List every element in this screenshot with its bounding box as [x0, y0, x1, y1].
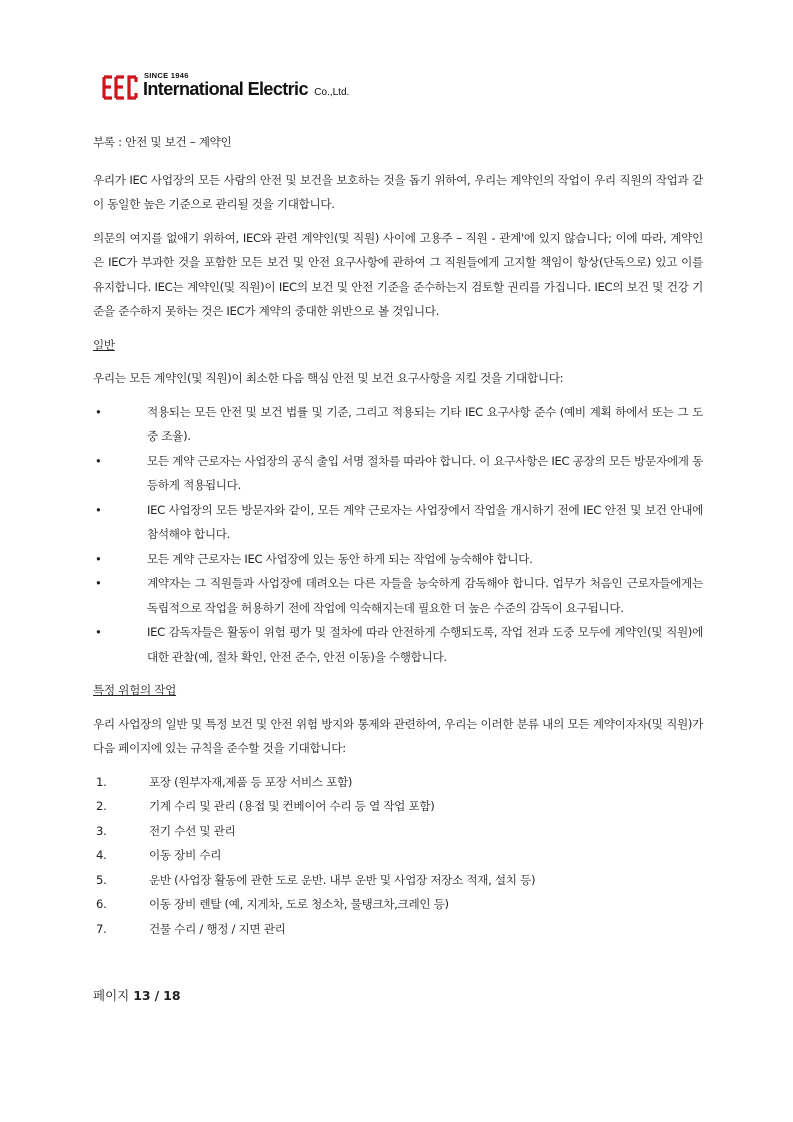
current-page: 13 — [133, 988, 151, 1003]
page-separator: / — [154, 988, 160, 1003]
general-intro: 우리는 모든 계약인(및 직원)이 최소한 다음 핵심 안전 및 보건 요구사항을 지킬 것을 기대합니다: — [93, 371, 564, 385]
list-item — [93, 620, 703, 669]
list-item-text: 적용되는 모든 안전 및 보건 법률 및 기준, 그리고 적용되는 기타 IEC 요구사항 준수 (예비 계획 하에서 또는 그 도중 조율). — [147, 404, 703, 443]
numbered-item — [93, 892, 703, 917]
total-pages: 18 — [163, 988, 181, 1003]
item-number: 4. — [96, 848, 107, 862]
item-number: 6. — [96, 897, 107, 911]
hazard-heading: 특정 위험의 작업 — [93, 683, 177, 697]
numbered-item — [93, 770, 703, 795]
item-text: 기계 수리 및 관리 (용접 및 컨베이어 수리 등 열 작업 포함) — [149, 799, 435, 813]
list-item-text: 모든 계약 근로자는 IEC 사업장에 있는 동안 하게 되는 작업에 능숙해야 합니다. — [147, 551, 533, 566]
item-text: 이동 장비 렌탈 (예, 지게차, 도로 청소차, 물탱크차,크레인 등) — [149, 897, 449, 911]
company-name-text: International Electric — [143, 79, 308, 99]
numbered-item — [93, 819, 703, 844]
numbered-item — [93, 794, 703, 819]
company-suffix: Co.,Ltd. — [314, 87, 350, 98]
since-label: SINCE 1946 — [144, 71, 189, 80]
hazard-work-list — [93, 770, 703, 942]
item-text: 운반 (사업장 활동에 관한 도로 운반. 내부 운반 및 사업장 저장소 적재, 설치 등) — [149, 872, 536, 887]
item-number: 5. — [96, 872, 107, 887]
numbered-item — [93, 843, 703, 868]
list-item — [93, 498, 703, 547]
item-text: 건물 수리 / 행정 / 지면 관리 — [149, 921, 286, 936]
list-item — [93, 400, 703, 449]
bullet-icon: • — [95, 625, 102, 639]
general-heading: 일반 — [93, 337, 115, 352]
list-item-text: 계약자는 그 직원들과 사업장에 데려오는 다른 자들을 능숙하게 감독해야 합니다. 업무가 처음인 근로자들에게는 독립적으로 작업을 허용하기 전에 작업에 익숙해지는데 필요한 더 높은 수준의 감독이 요구됩니다. — [147, 576, 703, 615]
bullet-icon: • — [95, 551, 102, 566]
company-logo — [102, 71, 350, 105]
iec-logo-mark-icon — [102, 73, 140, 101]
company-name — [143, 79, 349, 100]
item-number: 1. — [96, 774, 107, 789]
numbered-item — [93, 868, 703, 893]
hazard-intro: 우리 사업장의 일반 및 특정 보건 및 안전 위험 방지와 통제와 관련하여, 우리는 이러한 분류 내의 모든 계약이자자(및 직원)가 다음 페이지에 있는 규칙을 준수할 것을 기대합니다: — [93, 716, 703, 755]
list-item-text: IEC 사업장의 모든 방문자와 같이, 모든 계약 근로자는 사업장에서 작업을 개시하기 전에 IEC 안전 및 보건 안내에 참석해야 합니다. — [147, 502, 703, 541]
bullet-icon: • — [95, 502, 102, 517]
page-label: 페이지 — [93, 988, 130, 1003]
list-item — [93, 449, 703, 498]
numbered-item — [93, 917, 703, 942]
list-item-text: IEC 감독자들은 활동이 위험 평가 및 절차에 따라 안전하게 수행되도록, 작업 전과 도중 모두에 계약인(및 직원)에 대한 관찰(예, 절차 확인, 안전 준수, 안전 이동)을 수행합니다. — [147, 625, 703, 664]
intro-paragraph: 의문의 여지를 없애기 위하여, IEC와 관련 계약인(및 직원) 사이에 고용주 – 직원 - 관계'에 있지 않습니다; 이에 따라, 계약인은 IEC가 부과한 것을 포함한 모든 보건 및 안전 요구사항에 관하여 그 직원들에게 고지할 책임이 항상(단독으로) 있고 이를 유지합니다. IEC는 계약인(및 직원)이 IEC의 보건 및 안전 기준을 준수하는지 검토할 권리를 가집니다. IEC의 보건 및 건강 기준을 준수하지 못하는 것은 IEC가 계약의 중대한 위반으로 볼 것입니다. — [93, 230, 703, 318]
list-item — [93, 547, 703, 572]
bullet-icon: • — [95, 576, 102, 590]
document-title: 부록 : 안전 및 보건 – 계약인 — [93, 135, 232, 149]
item-number: 2. — [96, 799, 107, 813]
page-number — [93, 986, 181, 1004]
requirements-list — [93, 400, 703, 670]
item-number: 7. — [96, 921, 107, 936]
bullet-icon: • — [95, 404, 102, 419]
item-text: 이동 장비 수리 — [149, 848, 222, 862]
list-item-text: 모든 계약 근로자는 사업장의 공식 출입 서명 절차를 따라야 합니다. 이 요구사항은 IEC 공장의 모든 방문자에게 동등하게 적용됩니다. — [147, 453, 703, 492]
item-number: 3. — [96, 823, 107, 838]
bullet-icon: • — [95, 453, 102, 468]
document-body — [93, 130, 703, 941]
item-text: 포장 (원부자재,제품 등 포장 서비스 포함) — [149, 774, 353, 789]
intro-paragraph: 우리가 IEC 사업장의 모든 사람의 안전 및 보건을 보호하는 것을 돕기 위하여, 우리는 계약인의 작업이 우리 직원의 작업과 같이 동일한 높은 기준으로 관리될 것을 기대합니다. — [93, 172, 703, 211]
list-item — [93, 571, 703, 620]
item-text: 전기 수선 및 관리 — [149, 823, 236, 838]
